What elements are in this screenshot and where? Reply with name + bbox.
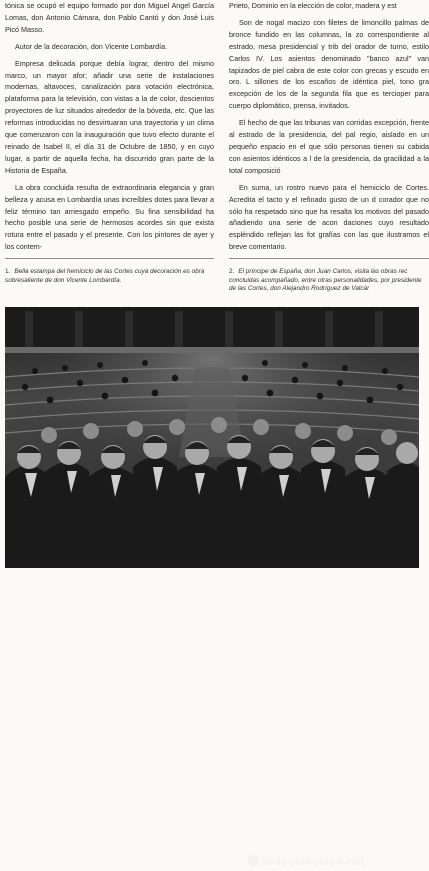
right-paragraph: Prieto, Dominio en la elección de color, madera y est <box>229 1 397 10</box>
caption-divider-left <box>5 258 214 259</box>
left-text-column <box>5 0 214 258</box>
circle-logo-icon <box>248 855 259 866</box>
right-paragraph: Son de nogal macizo con filetes de limoncillo palmas de bronce fundido en las columnas, la zo correspondiente al estrado, mesa presidencial y trib del orador de turno, estilo Carlos IV. Los asientos denominado "banco azul" van tapizados de piel cabra de este color con grecas y escudo en oro. L sillones de los escaños de idéntica piel, tono gra excepción de los de la segunda fila que es tercioper para cuerpo diplomático, prensa, invitados. <box>229 17 429 111</box>
caption-text: Bella estampa del hemiciclo de las Cortes cuya decoración es obra sobresaliente de don Vicente Lombardía. <box>5 268 205 284</box>
caption-divider-right <box>229 258 429 259</box>
photo-caption-1 <box>5 268 214 285</box>
caption-text: El príncipe de España, don Juan Carlos, visita las obras rec concluidas acompañado, entre otras personalidades, por presidente de las Cortes, don Alejandro Rodríguez de Valcár <box>229 268 422 293</box>
caption-number: 2. <box>229 268 235 275</box>
left-paragraph: tónica se ocupó el equipo formado por don Miguel Angel García Lomas, don Antonio Cámara, don Pablo Cantó y don José Luis Picó Masso. <box>5 1 214 34</box>
caption-number: 1. <box>5 268 11 275</box>
left-paragraph: La obra concluida resulta de extraordinaria elegancia y gran belleza y acusa en Lombardía unas increíbles dotes para llevar a feliz término tan arriesgado empeño. Su fina sensibilidad ha hecho posible una serie de hermosos acordes sin que exista rotura entre el pasado y el presente. Con los pintores de ayer y los contem- <box>5 182 214 252</box>
right-paragraph: En suma, un rostro nuevo para el hemiciclo de Cortes. Acredita el tacto y el refinado gusto de un d corador que no sólo ha respetado sino que ha resalta los motivos del pasado añadiendo una serie de acon daciones cuyo resultado espléndido reflejan las fot grafías con las que ilustramos el breve comentario. <box>229 182 429 252</box>
photo-caption-2 <box>229 268 429 294</box>
left-paragraph: Autor de la decoración, don Vicente Lombardía. <box>15 41 168 51</box>
right-paragraph: El hecho de que las tribunas van corridas excepción, frente al estrado de la presidencia, del pal regio, aislado en un pequeño espacio en el que sólo personas tienen su cabida con asientos idénticos a l de la presidencia, da gracilidad a la total composició <box>229 118 429 175</box>
watermark <box>248 851 426 871</box>
right-text-column <box>229 0 429 258</box>
left-paragraph: Empresa delicada porque debía lograr, dentro del mismo marco, un mayor afor; añadir una serie de instalaciones modernas, altavoces, canalización para votación electrónica, plataforma para la televisión, con vistas a la de color, doscientos proyectores de luz situados alrededor de la bóveda, etc. Que las reformas introducidas no desvirtuaran una trayectoria y un clima que comenzaron con la inauguración que tuvo efecto durante el reinado de Isabel II, el día 31 de Octubre de 1850, y en cuyo lugar, a partir de aquella fecha, ha discurrido gran parte de la Historia de España. <box>5 58 214 175</box>
watermark-text: todocoleccion.net <box>262 854 365 868</box>
photo-illustration <box>5 307 419 568</box>
hemicycle-photo <box>5 307 419 868</box>
